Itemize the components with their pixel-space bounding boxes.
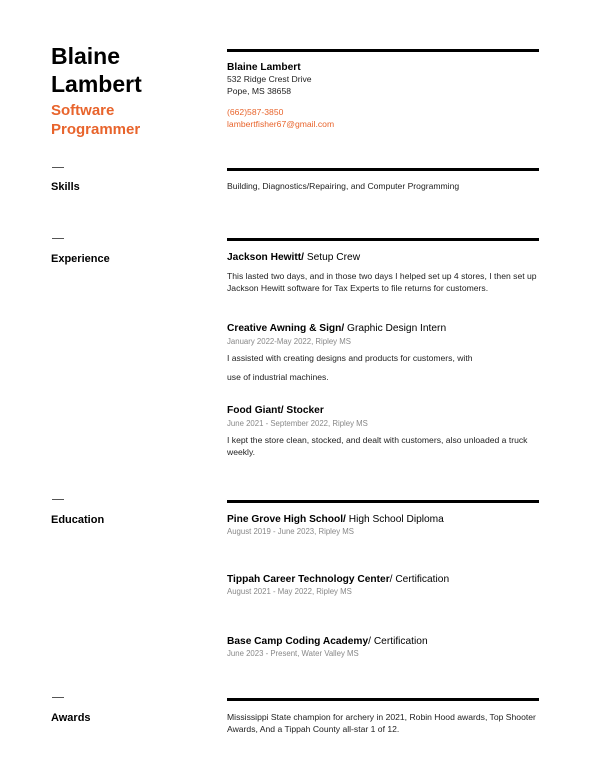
experience-description: use of industrial machines. [227, 371, 329, 382]
contact-name: Blaine Lambert [227, 62, 301, 73]
experience-role: Graphic Design Intern [344, 323, 447, 334]
experience-dash [52, 238, 64, 239]
job-title [51, 101, 211, 139]
education-item-title [227, 513, 543, 526]
last-name: Lambert [51, 71, 142, 97]
education-item-title [227, 635, 543, 648]
education-school: Base Camp Coding Academy [227, 636, 369, 647]
contact-divider [227, 49, 539, 52]
education-item [227, 573, 543, 597]
first-name: Blaine [51, 43, 121, 69]
awards-divider [227, 698, 539, 701]
experience-item [227, 251, 543, 294]
experience-meta: June 2021 - September 2022, Ripley MS [227, 419, 368, 428]
experience-heading: Experience [51, 253, 110, 265]
education-meta: August 2021 - May 2022, Ripley MS [227, 587, 352, 596]
experience-item [227, 322, 543, 383]
awards-heading: Awards [51, 712, 91, 724]
education-credential: / Certification [368, 636, 428, 647]
experience-item [227, 404, 543, 458]
experience-company: Creative Awning & Sign/ [227, 323, 345, 334]
skills-dash [52, 167, 64, 168]
email-link[interactable]: lambertfisher67@gmail.com [227, 118, 335, 129]
address-line2: Pope, MS 38658 [227, 85, 292, 96]
experience-description: I assisted with creating designs and products for customers, with [227, 353, 473, 363]
experience-meta: January 2022-May 2022, Ripley MS [227, 337, 351, 346]
experience-company: Jackson Hewitt/ [227, 252, 304, 263]
education-item [227, 513, 543, 537]
experience-company: Food Giant/ Stocker [227, 405, 324, 416]
education-credential: / Certification [389, 574, 450, 585]
education-divider [227, 500, 539, 503]
experience-item-title [227, 251, 543, 264]
education-school: Tippah Career Technology Center [227, 574, 390, 585]
awards-text: Mississippi State champion for archery in 2021, Robin Hood awards, Top Shooter Awards, And a Tippah County all-star 1 of 12. [227, 712, 536, 734]
address-line1: 532 Ridge Crest Drive [227, 74, 312, 84]
education-meta: August 2019 - June 2023, Ripley MS [227, 527, 354, 536]
contact-block [227, 61, 543, 130]
education-credential: High School Diploma [345, 514, 444, 525]
skills-divider [227, 168, 539, 171]
phone-link[interactable]: (662)587-3850 [227, 107, 284, 117]
experience-role: Setup Crew [304, 252, 361, 263]
education-meta: June 2023 - Present, Water Valley MS [227, 649, 359, 658]
awards-dash [52, 697, 64, 698]
experience-item-title [227, 322, 543, 335]
education-item-title [227, 573, 543, 586]
job-title-line1: Software [51, 102, 115, 119]
skills-text: Building, Diagnostics/Repairing, and Computer Programming [227, 181, 460, 191]
resume-name [51, 42, 211, 98]
job-title-line2: Programmer [51, 121, 141, 138]
education-dash [52, 499, 64, 500]
experience-divider [227, 238, 539, 241]
experience-description: I kept the store clean, stocked, and dealt with customers, also unloaded a truck weekly. [227, 435, 528, 457]
experience-item-title [227, 404, 543, 417]
education-heading: Education [51, 514, 105, 526]
education-school: Pine Grove High School/ [227, 514, 346, 525]
experience-description: This lasted two days, and in those two days I helped set up 4 stores, I then set up Jackson Hewitt software for Tax Experts to file returns for customers. [227, 271, 537, 293]
education-item [227, 635, 543, 659]
skills-heading: Skills [51, 181, 80, 193]
